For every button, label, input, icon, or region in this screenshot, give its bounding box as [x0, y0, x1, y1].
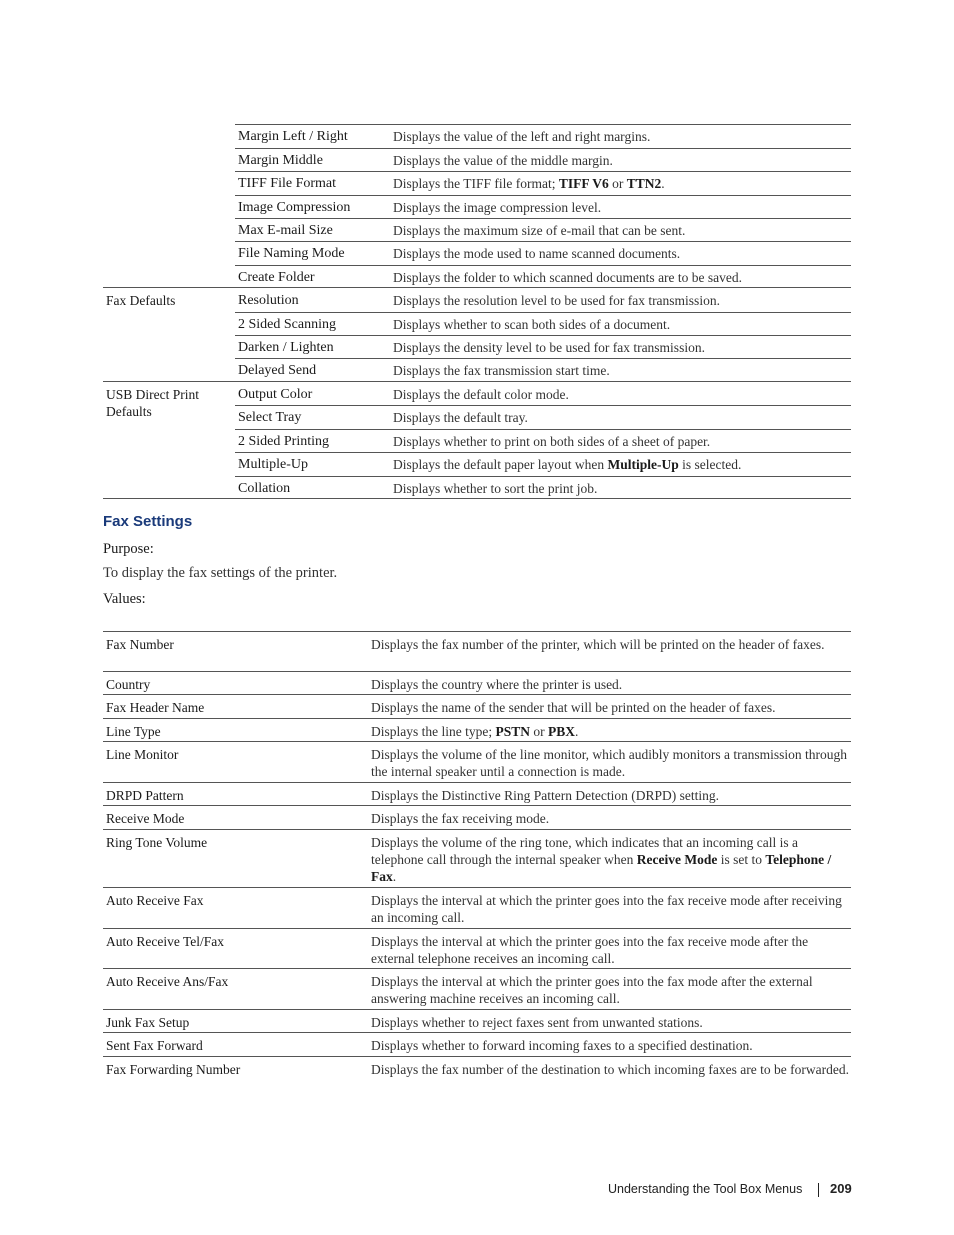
table-row	[103, 195, 851, 218]
setting-description: Displays the default color mode.	[393, 387, 569, 402]
table-row	[103, 148, 851, 171]
values-label: Values:	[103, 591, 146, 607]
setting-description: Displays the value of the left and right margins.	[393, 129, 651, 144]
group-label: USB Direct Print Defaults	[106, 387, 199, 419]
table-row	[103, 288, 851, 312]
setting-name: Select Tray	[238, 410, 302, 425]
table-row	[103, 1057, 851, 1097]
setting-description: Displays the TIFF file format; TIFF V6 or TTN2.	[393, 176, 665, 191]
setting-description: Displays the density level to be used for fax transmission.	[393, 340, 705, 355]
setting-name: Collation	[238, 481, 291, 496]
footer-section-title: Understanding the Tool Box Menus	[608, 1182, 803, 1196]
setting-description: Displays the fax receiving mode.	[371, 811, 550, 826]
setting-description: Displays whether to reject faxes sent from unwanted stations.	[371, 1015, 703, 1030]
table-row	[103, 929, 851, 969]
table-row	[103, 218, 851, 241]
setting-description: Displays the country where the printer is used.	[371, 677, 623, 692]
setting-description: Displays whether to forward incoming faxes to a specified destination.	[371, 1038, 753, 1053]
table-row	[103, 124, 851, 148]
setting-description: Displays the fax number of the printer, which will be printed on the header of faxes.	[371, 637, 825, 652]
setting-name: 2 Sided Printing	[238, 434, 330, 449]
setting-name: Country	[106, 677, 151, 692]
setting-name: Receive Mode	[106, 811, 185, 826]
setting-description: Displays whether to print on both sides of a sheet of paper.	[393, 434, 711, 449]
setting-description: Displays the fax number of the destination to which incoming faxes are to be forwarded.	[371, 1062, 849, 1077]
table-row	[103, 806, 851, 830]
table-row	[103, 631, 851, 672]
setting-name: Line Monitor	[106, 747, 179, 762]
setting-name: Image Compression	[238, 200, 351, 215]
setting-description: Displays the fax transmission start time.	[393, 363, 610, 378]
setting-description: Displays the maximum size of e-mail that can be sent.	[393, 223, 686, 238]
setting-name: TIFF File Format	[238, 176, 337, 191]
table-row	[103, 429, 851, 452]
table-row	[103, 171, 851, 195]
setting-description: Displays the interval at which the printer goes into the fax mode after the external answering machine receives an incoming call.	[371, 974, 813, 1006]
setting-description: Displays whether to sort the print job.	[393, 481, 598, 496]
table-row	[103, 672, 851, 695]
setting-name: Output Color	[238, 387, 313, 402]
table-row	[103, 969, 851, 1010]
setting-name: Junk Fax Setup	[106, 1015, 190, 1030]
setting-description: Displays the volume of the line monitor, which audibly monitors a transmission through the internal speaker until a connection is made.	[371, 747, 848, 779]
setting-name: Darken / Lighten	[238, 340, 334, 355]
setting-name: DRPD Pattern	[106, 788, 184, 803]
section-heading: Fax Settings	[103, 513, 193, 530]
table-row	[103, 358, 851, 382]
table-row	[103, 265, 851, 288]
scan-fax-usb-defaults-table	[103, 124, 851, 499]
setting-name: Auto Receive Ans/Fax	[106, 974, 229, 989]
setting-description: Displays the default tray.	[393, 410, 528, 425]
table-row	[103, 719, 851, 742]
table-row	[103, 1010, 851, 1033]
setting-name: Fax Header Name	[106, 700, 205, 715]
setting-description: Displays the Distinctive Ring Pattern Detection (DRPD) setting.	[371, 788, 719, 803]
setting-name: Fax Forwarding Number	[106, 1062, 241, 1077]
table-row	[103, 476, 851, 499]
fax-settings-table	[103, 631, 851, 1097]
bold-term: TTN2	[626, 176, 662, 191]
setting-description: Displays the interval at which the printer goes into the fax receive mode after the external telephone receives an incoming call.	[371, 934, 809, 966]
page-number: 209	[830, 1181, 852, 1196]
setting-name: Delayed Send	[238, 363, 317, 378]
table-row	[103, 405, 851, 429]
setting-name: File Naming Mode	[238, 246, 345, 261]
setting-name: Line Type	[106, 724, 161, 739]
purpose-label: Purpose:	[103, 541, 154, 557]
bold-term: PSTN	[495, 724, 530, 739]
table-row	[103, 783, 851, 806]
table-row	[103, 312, 851, 335]
setting-name: Ring Tone Volume	[106, 835, 208, 850]
purpose-text: To display the fax settings of the printer.	[103, 565, 338, 581]
setting-description: Displays the name of the sender that will be printed on the header of faxes.	[371, 700, 776, 715]
setting-name: Auto Receive Tel/Fax	[106, 934, 225, 949]
setting-name: 2 Sided Scanning	[238, 317, 336, 332]
setting-description: Displays the image compression level.	[393, 200, 602, 215]
group-label: Fax Defaults	[106, 293, 176, 308]
table-row	[103, 452, 851, 476]
setting-name: Fax Number	[106, 637, 174, 652]
bold-term: Multiple-Up	[607, 457, 679, 472]
setting-name: Multiple-Up	[238, 457, 308, 472]
setting-description: Displays whether to scan both sides of a document.	[393, 317, 671, 332]
setting-description: Displays the interval at which the printer goes into the fax receive mode after receiving an incoming call.	[371, 893, 842, 925]
setting-name: Sent Fax Forward	[106, 1038, 203, 1053]
setting-description: Displays the folder to which scanned documents are to be saved.	[393, 270, 743, 285]
table-row	[103, 830, 851, 888]
setting-name: Create Folder	[238, 270, 315, 285]
table-row	[103, 241, 851, 265]
setting-description: Displays the volume of the ring tone, which indicates that an incoming call is a telephone call through the internal speaker when Receive Mode is set to Telephone / Fax.	[371, 835, 832, 884]
setting-description: Displays the line type; PSTN or PBX.	[371, 724, 579, 739]
table-row	[103, 695, 851, 719]
setting-name: Margin Middle	[238, 153, 323, 168]
setting-description: Displays the mode used to name scanned documents.	[393, 246, 681, 261]
table-row	[103, 742, 851, 783]
bold-term: Telephone / Fax	[371, 852, 832, 884]
table-row	[103, 888, 851, 929]
setting-name: Auto Receive Fax	[106, 893, 204, 908]
setting-description: Displays the value of the middle margin.	[393, 153, 613, 168]
row-divider	[235, 124, 851, 125]
setting-name: Max E-mail Size	[238, 223, 333, 238]
setting-description: Displays the resolution level to be used for fax transmission.	[393, 293, 720, 308]
setting-description: Displays the default paper layout when Multiple-Up is selected.	[393, 457, 742, 472]
table-row	[103, 335, 851, 358]
table-row	[103, 1033, 851, 1057]
setting-name: Margin Left / Right	[238, 129, 348, 144]
bold-term: PBX	[548, 724, 575, 739]
bold-term: Receive Mode	[636, 852, 718, 867]
footer-separator	[818, 1183, 819, 1197]
bold-term: TIFF V6	[558, 176, 609, 191]
setting-name: Resolution	[238, 293, 299, 308]
